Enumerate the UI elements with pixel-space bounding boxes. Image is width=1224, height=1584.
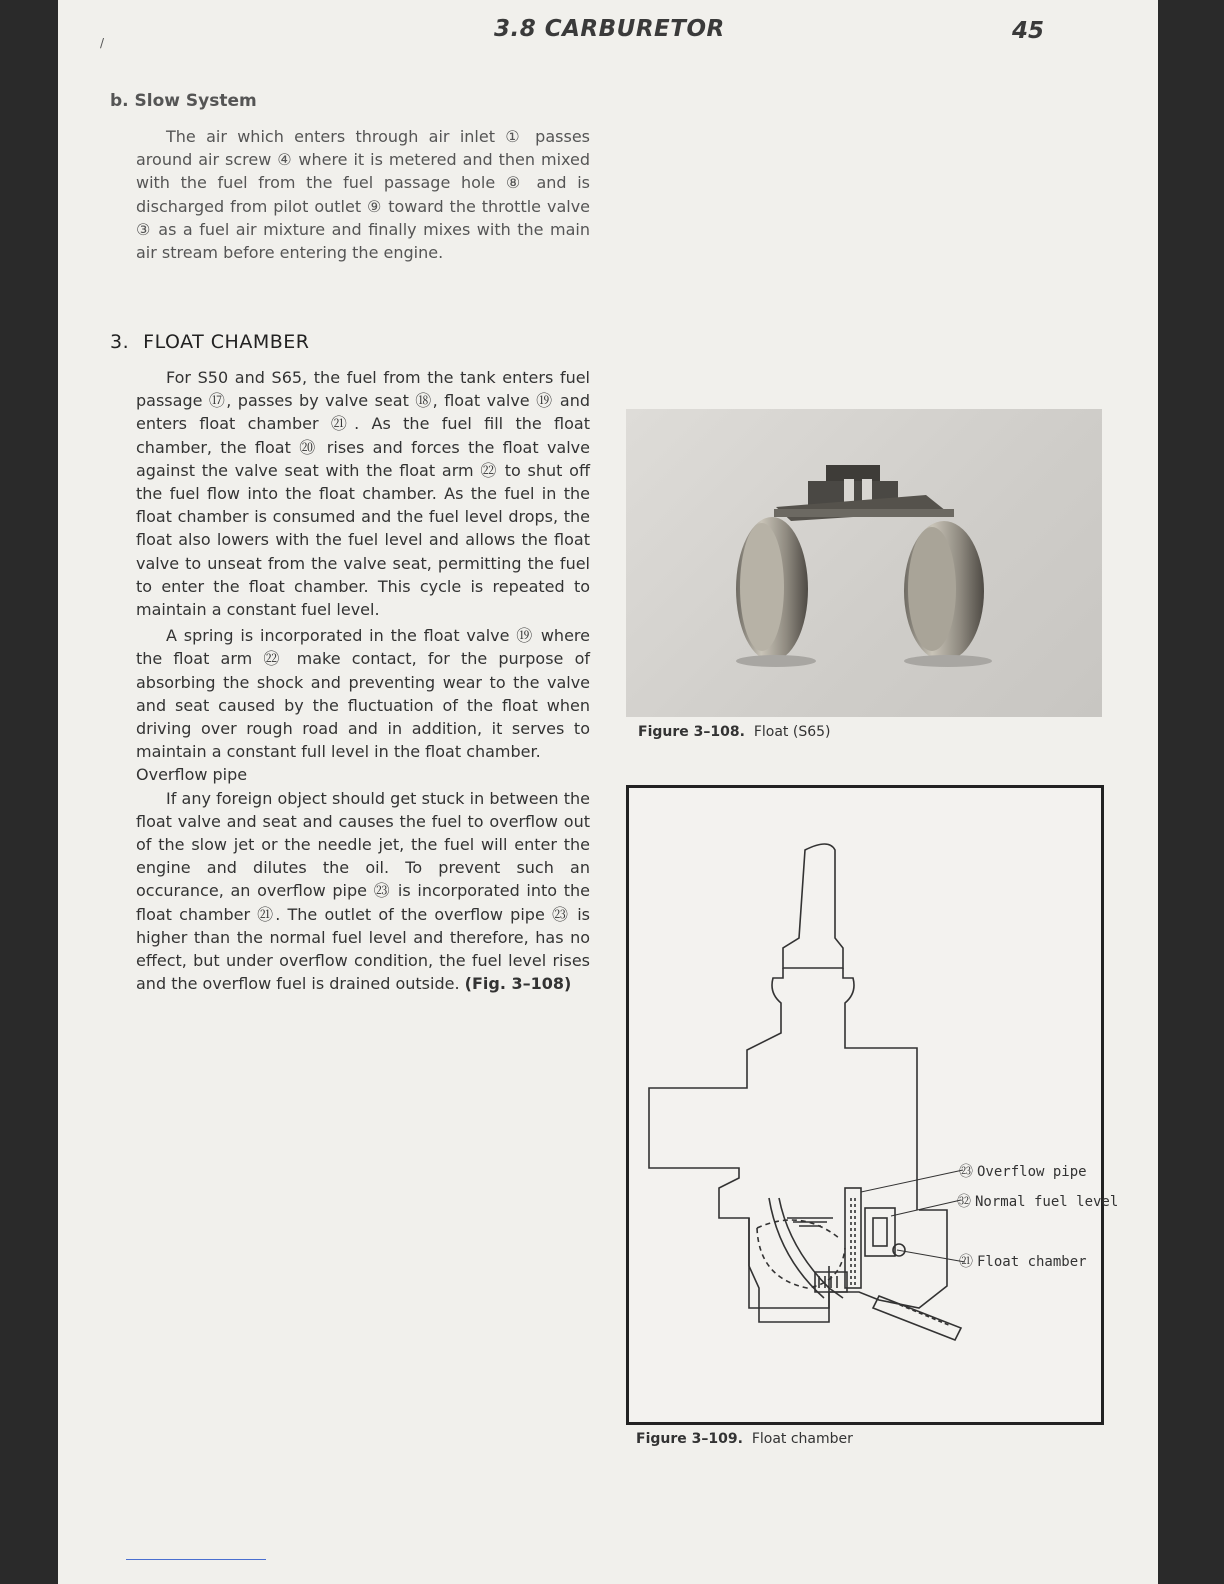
overflow-pipe-subheading: Overflow pipe <box>136 765 248 785</box>
figure-reference: (Fig. 3–108) <box>464 974 572 994</box>
figure-108-label: Figure 3–108. <box>638 724 745 740</box>
float-chamber-text-block <box>136 366 590 995</box>
callout-float-chamber-label: Float chamber <box>977 1254 1087 1270</box>
overflow-pipe-text: If any foreign object should get stuck in between the float valve and seat and causes the fuel to overflow out of the slow jet or the needle jet, the fuel will enter the engine and dilutes the oil. To prevent such an occurance, an overflow pipe ㉓ is incorporated into the float chamber ㉑. The outlet of the overflow pipe ㉓ is higher than the normal fuel level and therefore, has no effect, but under overflow condition, the fuel level rises and the overflow fuel is drained outside. <box>136 788 590 994</box>
page-number: 45 <box>1012 18 1045 44</box>
slow-system-text-block <box>136 125 590 264</box>
float-chamber-paragraph-1: For S50 and S65, the fuel from the tank enters fuel passage ⑰, passes by valve seat ⑱, float valve ⑲ and enters float chamber ㉑. As the fuel fill the float chamber, the float ⑳ rises and forces the float valve against the valve seat with the float arm ㉒ to shut off the fuel flow into the float chamber. As the fuel in the float chamber is consumed and the fuel level drops, the float also lowers with the fuel level and allows the float valve to unseat from the valve seat, permitting the fuel to enter the float chamber. This cycle is repeated to maintain a constant fuel level. <box>136 368 590 620</box>
float-chamber-diagram <box>626 785 1119 1425</box>
figure-109-label: Figure 3–109. <box>636 1431 743 1447</box>
section-title: FLOAT CHAMBER <box>143 331 310 353</box>
page-title: 3.8 CARBURETOR <box>494 16 725 42</box>
figure-109-caption <box>636 1431 853 1447</box>
float-chamber-heading <box>110 331 309 353</box>
slow-system-paragraph: The air which enters through air inlet ① passes around air screw ④ where it is metered and then mixed with the fuel from the fuel passage hole ⑧ and is discharged from pilot outlet ⑨ toward the throttle valve ③ as a fuel air mixture and finally mixes with the main air stream before entering the engine. <box>136 127 590 263</box>
slow-system-heading: b. Slow System <box>110 91 257 111</box>
callout-normal-fuel-level-label: Normal fuel level <box>975 1194 1119 1210</box>
float-chamber-paragraph-2: A spring is incorporated in the float valve ⑲ where the float arm ㉒ make contact, for the purpose of absorbing the shock and preventing wear to the valve and seat caused by the fluctuation of the float when driving over rough road and in addition, it serves to maintain a constant full level in the float chamber. <box>136 626 590 762</box>
callout-overflow-pipe-label: Overflow pipe <box>977 1164 1087 1180</box>
callout-float-chamber-number: ㉑ <box>959 1254 973 1270</box>
callout-overflow-pipe-number: ㉓ <box>959 1164 973 1180</box>
callout-normal-fuel-level-number: ㉜ <box>957 1194 971 1210</box>
figure-109-caption-text: Float chamber <box>751 1431 853 1447</box>
margin-mark: / <box>100 36 105 50</box>
footer-rule <box>126 1559 266 1560</box>
figure-108-caption-text: Float (S65) <box>753 724 831 740</box>
figure-108-caption <box>638 724 830 740</box>
float-photo <box>626 409 1102 717</box>
float-photo-illustration <box>626 409 1102 717</box>
float-chamber-drawing <box>629 788 1119 1422</box>
overflow-pipe-paragraph <box>136 787 590 996</box>
section-number: 3. <box>110 331 130 353</box>
